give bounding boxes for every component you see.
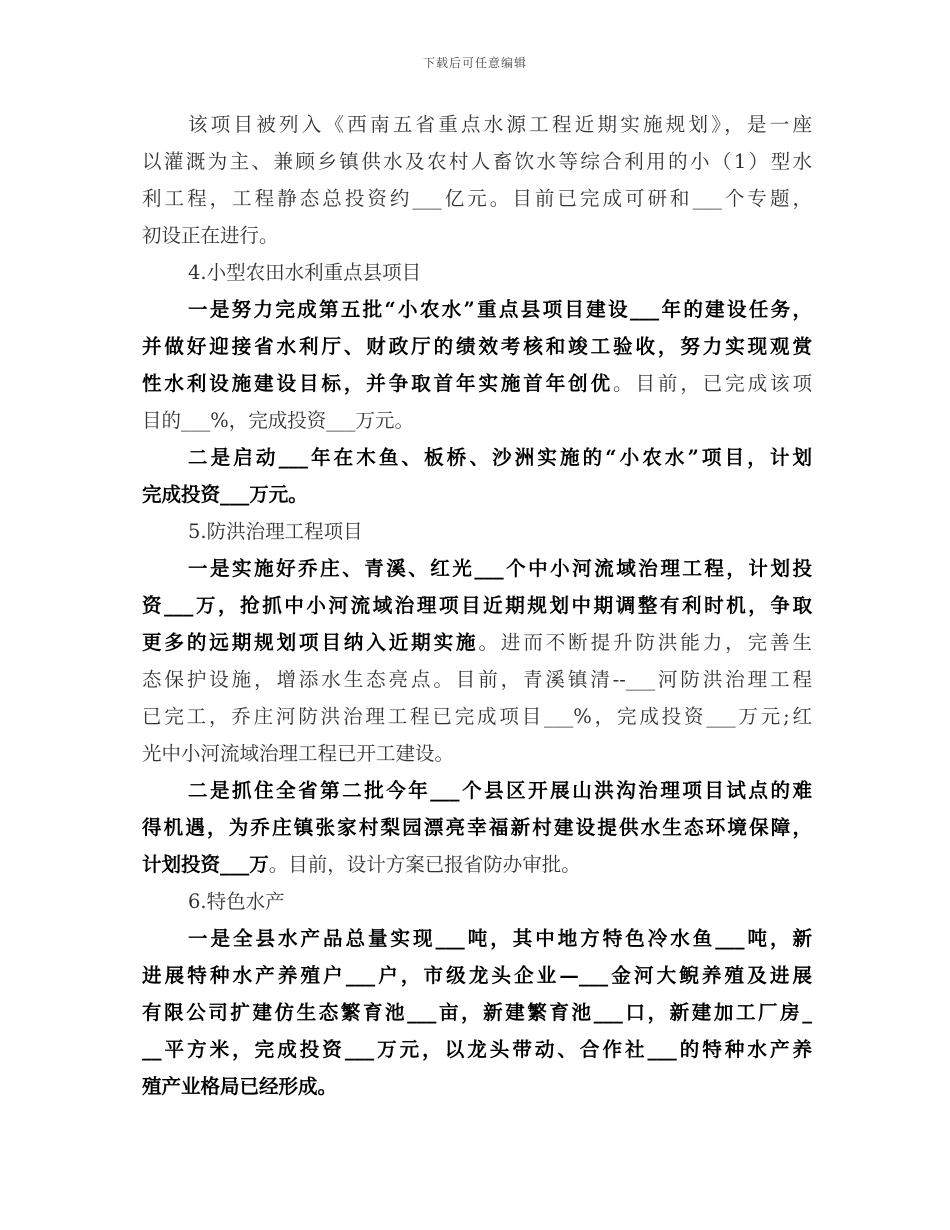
bold-text: __平方米，完成投资___万元，以龙头带动、合作社___的特种水产养 xyxy=(142,1038,812,1061)
text-line xyxy=(142,624,812,661)
bold-text: 二是抓住全省第二批今年___个县区开展山洪沟治理项目试点的难 xyxy=(188,779,812,802)
text-line xyxy=(142,217,812,254)
body-text: 4.小型农田水利重点县项目 xyxy=(188,261,422,284)
text-line xyxy=(142,772,812,809)
bold-text: 进展特种水产养殖户___户，市级龙头企业—___金河大鲵养殖及进展 xyxy=(142,964,812,987)
text-line xyxy=(142,365,812,402)
text-line xyxy=(142,735,812,772)
bold-text: 完成投资___万元。 xyxy=(142,483,308,506)
bold-text: 二是启动___年在木鱼、板桥、沙洲实施的“小农水”项目，计划 xyxy=(188,446,812,469)
text-line xyxy=(142,254,812,291)
bold-text: 一是全县水产品总量实现___吨，其中地方特色冷水鱼___吨，新 xyxy=(188,927,812,950)
text-line xyxy=(142,698,812,735)
body-text: 5.防洪治理工程项目 xyxy=(188,520,363,543)
text-line xyxy=(142,550,812,587)
bold-text: 并做好迎接省水利厅、财政厅的绩效考核和竣工验收，努力实现观赏 xyxy=(142,335,812,358)
text-line xyxy=(142,661,812,698)
bold-text: 计划投资___万 xyxy=(142,853,269,876)
text-line xyxy=(142,513,812,550)
bold-text: 性水利设施建设目标，并争取首年实施首年创优 xyxy=(142,372,614,395)
body-text: 已完工，乔庄河防洪治理工程已完成项目___%，完成投资___万元;红 xyxy=(142,705,812,728)
text-line xyxy=(142,587,812,624)
bold-text: 一是实施好乔庄、青溪、红光___个中小河流域治理工程，计划投 xyxy=(188,557,812,580)
text-line xyxy=(142,1068,812,1105)
body-text: 利工程，工程静态总投资约___亿元。目前已完成可研和___个专题， xyxy=(142,187,812,210)
body-text: 以灌溉为主、兼顾乡镇供水及农村人畜饮水等综合利用的小（1）型水 xyxy=(142,150,812,173)
text-line xyxy=(142,328,812,365)
text-line xyxy=(142,957,812,994)
body-text: 目的___%，完成投资___万元。 xyxy=(142,409,415,432)
body-text: 6.特色水产 xyxy=(188,890,285,913)
text-line xyxy=(142,476,812,513)
text-line xyxy=(142,809,812,846)
text-line xyxy=(142,106,812,143)
page-header: 下载后可任意编辑 xyxy=(422,56,527,70)
bold-text: 殖产业格局已经形成。 xyxy=(142,1075,338,1098)
bold-text: 一是努力完成第五批“小农水”重点县项目建设___年的建设任务， xyxy=(188,298,812,321)
text-line xyxy=(142,291,812,328)
body-text: 。目前，已完成该项 xyxy=(613,372,812,395)
body-text: 该项目被列入《西南五省重点水源工程近期实施规划》，是一座 xyxy=(188,113,812,136)
text-line xyxy=(142,143,812,180)
document-body xyxy=(142,106,812,1105)
text-line xyxy=(142,994,812,1031)
bold-text: 有限公司扩建仿生态繁育池___亩，新建繁育池___口，新建加工厂房_ xyxy=(142,1001,812,1024)
bold-text: 得机遇，为乔庄镇张家村梨园漂亮幸福新村建设提供水生态环境保障， xyxy=(142,816,812,839)
text-line xyxy=(142,920,812,957)
body-text: 态保护设施，增添水生态亮点。目前，青溪镇清--___河防洪治理工程 xyxy=(142,668,812,691)
body-text: 光中小河流域治理工程已开工建设。 xyxy=(142,742,455,765)
text-line xyxy=(142,1031,812,1068)
text-line xyxy=(142,439,812,476)
text-line xyxy=(142,402,812,439)
text-line xyxy=(142,883,812,920)
body-text: 。进而不断提升防洪能力，完善生 xyxy=(478,631,812,654)
text-line xyxy=(142,180,812,217)
bold-text: 资___万，抢抓中小河流域治理项目近期规划中期调整有利时机，争取 xyxy=(142,594,812,617)
text-line xyxy=(142,846,812,883)
bold-text: 更多的远期规划项目纳入近期实施 xyxy=(142,631,479,654)
body-text: 初设正在进行。 xyxy=(142,224,279,247)
body-text: 。目前，设计方案已报省防办审批。 xyxy=(268,853,581,876)
